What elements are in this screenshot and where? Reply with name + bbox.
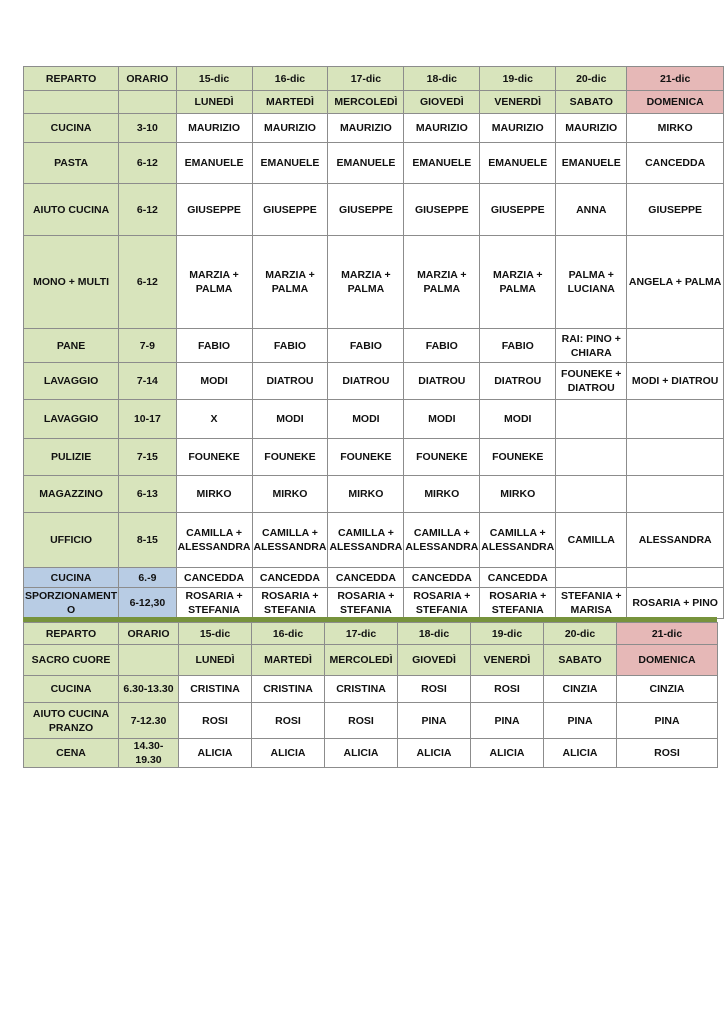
shift-cell: ANNA <box>556 184 627 236</box>
header-empty <box>24 91 119 114</box>
shift-cell: CINZIA <box>544 676 617 703</box>
shift-cell: ROSARIA + PINO <box>627 588 724 619</box>
table-row <box>24 676 718 703</box>
shift-cell: ALICIA <box>325 739 398 768</box>
header-empty: SACRO CUORE <box>24 645 119 676</box>
orario-cell: 7-12.30 <box>119 703 179 739</box>
shift-cell: FABIO <box>252 329 328 363</box>
shift-cell: EMANUELE <box>176 143 252 184</box>
shift-cell: FOUNEKE <box>252 439 328 476</box>
shift-cell: MAURIZIO <box>480 114 556 143</box>
shift-cell: FABIO <box>480 329 556 363</box>
orario-cell: 6-13 <box>119 476 176 513</box>
header-day: SABATO <box>544 645 617 676</box>
shift-cell <box>556 439 627 476</box>
shift-cell: MIRKO <box>480 476 556 513</box>
shift-cell <box>627 400 724 439</box>
header-date: 21-dic <box>627 67 724 91</box>
header-date: 17-dic <box>328 67 404 91</box>
reparto-cell: MAGAZZINO <box>24 476 119 513</box>
shift-cell: ALICIA <box>471 739 544 768</box>
header-date: 17-dic <box>325 623 398 645</box>
shift-cell <box>627 439 724 476</box>
shift-cell: MODI <box>176 363 252 400</box>
table-row <box>24 588 724 619</box>
shift-cell: MARZIA + PALMA <box>404 236 480 329</box>
header-dates-row <box>24 67 724 91</box>
shift-cell: EMANUELE <box>480 143 556 184</box>
shift-cell: FOUNEKE <box>328 439 404 476</box>
orario-cell: 14.30- 19.30 <box>119 739 179 768</box>
shift-cell: FOUNEKE <box>404 439 480 476</box>
reparto-cell: AIUTO CUCINA PRANZO <box>24 703 119 739</box>
header-day: DOMENICA <box>617 645 718 676</box>
header-orario: ORARIO <box>119 623 179 645</box>
table-row <box>24 236 724 329</box>
shift-cell: X <box>176 400 252 439</box>
header-date: 19-dic <box>480 67 556 91</box>
shift-cell: DIATROU <box>252 363 328 400</box>
reparto-cell: MONO + MULTI <box>24 236 119 329</box>
header-reparto: REPARTO <box>24 67 119 91</box>
orario-cell: 10-17 <box>119 400 176 439</box>
shift-cell: GIUSEPPE <box>627 184 724 236</box>
reparto-cell: LAVAGGIO <box>24 400 119 439</box>
reparto-cell: PULIZIE <box>24 439 119 476</box>
header-reparto: REPARTO <box>24 623 119 645</box>
shift-cell: MARZIA + PALMA <box>176 236 252 329</box>
reparto-cell: AIUTO CUCINA <box>24 184 119 236</box>
header-day: GIOVEDÌ <box>404 91 480 114</box>
shift-cell: FOUNEKE + DIATROU <box>556 363 627 400</box>
table-row <box>24 143 724 184</box>
shift-cell: MARZIA + PALMA <box>328 236 404 329</box>
reparto-cell: LAVAGGIO <box>24 363 119 400</box>
shift-cell: ALICIA <box>398 739 471 768</box>
shift-cell: MAURIZIO <box>176 114 252 143</box>
reparto-cell: CENA <box>24 739 119 768</box>
shift-cell: CAMILLA <box>556 513 627 568</box>
header-date: 18-dic <box>398 623 471 645</box>
shift-cell <box>556 568 627 588</box>
shift-cell: FABIO <box>404 329 480 363</box>
shift-cell: MIRKO <box>627 114 724 143</box>
shift-cell: ROSARIA + STEFANIA <box>328 588 404 619</box>
reparto-cell: CUCINA <box>24 114 119 143</box>
shift-cell: CANCEDDA <box>252 568 328 588</box>
table-row <box>24 329 724 363</box>
shift-cell: CANCEDDA <box>480 568 556 588</box>
shift-cell: EMANUELE <box>404 143 480 184</box>
orario-cell: 6-12 <box>119 236 176 329</box>
header-day: MERCOLEDÌ <box>325 645 398 676</box>
shift-cell: PINA <box>398 703 471 739</box>
table-row <box>24 568 724 588</box>
shift-cell: ALICIA <box>544 739 617 768</box>
shift-cell: MARZIA + PALMA <box>252 236 328 329</box>
shift-cell <box>627 476 724 513</box>
shift-cell: MAURIZIO <box>328 114 404 143</box>
shift-cell: MODI <box>404 400 480 439</box>
shift-cell: ROSI <box>617 739 718 768</box>
shift-cell: MODI <box>480 400 556 439</box>
shift-cell: ROSARIA + STEFANIA <box>176 588 252 619</box>
header-dates-row <box>24 623 718 645</box>
header-day: LUNEDÌ <box>176 91 252 114</box>
shift-cell: ROSARIA + STEFANIA <box>404 588 480 619</box>
orario-cell: 7-14 <box>119 363 176 400</box>
shift-cell: PINA <box>617 703 718 739</box>
shift-cell: MAURIZIO <box>404 114 480 143</box>
header-day: SABATO <box>556 91 627 114</box>
shift-cell: ROSI <box>398 676 471 703</box>
header-date: 21-dic <box>617 623 718 645</box>
orario-cell: 6-12,30 <box>119 588 176 619</box>
header-date: 15-dic <box>176 67 252 91</box>
shift-cell: GIUSEPPE <box>404 184 480 236</box>
orario-cell: 6-12 <box>119 184 176 236</box>
header-day: LUNEDÌ <box>179 645 252 676</box>
shift-cell: ALICIA <box>179 739 252 768</box>
table-row <box>24 439 724 476</box>
header-orario: ORARIO <box>119 67 176 91</box>
shift-cell: MODI <box>328 400 404 439</box>
shift-cell: CANCEDDA <box>627 143 724 184</box>
table-row <box>24 513 724 568</box>
shift-cell: PINA <box>471 703 544 739</box>
shift-cell: ALICIA <box>252 739 325 768</box>
shift-cell: FABIO <box>176 329 252 363</box>
reparto-cell: PANE <box>24 329 119 363</box>
reparto-cell: CUCINA <box>24 568 119 588</box>
shift-cell: STEFANIA + MARISA <box>556 588 627 619</box>
shift-cell <box>556 476 627 513</box>
shift-cell: RAI: PINO + CHIARA <box>556 329 627 363</box>
shift-cell: MIRKO <box>328 476 404 513</box>
shift-cell <box>627 329 724 363</box>
schedule-table-sacro-cuore <box>23 622 718 768</box>
orario-cell: 7-9 <box>119 329 176 363</box>
header-date: 16-dic <box>252 67 328 91</box>
shift-cell: PALMA + LUCIANA <box>556 236 627 329</box>
shift-cell <box>627 568 724 588</box>
orario-cell: 8-15 <box>119 513 176 568</box>
header-day: VENERDÌ <box>471 645 544 676</box>
shift-cell: CAMILLA + ALESSANDRA <box>176 513 252 568</box>
shift-cell: PINA <box>544 703 617 739</box>
shift-cell: CAMILLA + ALESSANDRA <box>404 513 480 568</box>
header-date: 20-dic <box>556 67 627 91</box>
shift-cell: ROSARIA + STEFANIA <box>252 588 328 619</box>
shift-cell: FABIO <box>328 329 404 363</box>
reparto-cell: SPORZIONAMENT O <box>24 588 119 619</box>
header-day: GIOVEDÌ <box>398 645 471 676</box>
shift-cell: MODI <box>252 400 328 439</box>
shift-cell <box>556 400 627 439</box>
shift-cell: MARZIA + PALMA <box>480 236 556 329</box>
orario-cell: 3-10 <box>119 114 176 143</box>
header-day: DOMENICA <box>627 91 724 114</box>
orario-cell: 6.30-13.30 <box>119 676 179 703</box>
reparto-cell: PASTA <box>24 143 119 184</box>
header-days-row <box>24 91 724 114</box>
header-date: 20-dic <box>544 623 617 645</box>
header-date: 19-dic <box>471 623 544 645</box>
shift-cell: FOUNEKE <box>480 439 556 476</box>
shift-cell: ALESSANDRA <box>627 513 724 568</box>
shift-cell: ROSI <box>179 703 252 739</box>
shift-cell: MAURIZIO <box>252 114 328 143</box>
reparto-cell: CUCINA <box>24 676 119 703</box>
shift-cell: CANCEDDA <box>328 568 404 588</box>
shift-cell: CAMILLA + ALESSANDRA <box>480 513 556 568</box>
table-row <box>24 363 724 400</box>
header-day: MERCOLEDÌ <box>328 91 404 114</box>
header-days-row <box>24 645 718 676</box>
orario-cell: 7-15 <box>119 439 176 476</box>
shift-cell: DIATROU <box>480 363 556 400</box>
shift-cell: CAMILLA + ALESSANDRA <box>328 513 404 568</box>
table-row <box>24 703 718 739</box>
table-row <box>24 476 724 513</box>
header-empty <box>119 645 179 676</box>
header-day: VENERDÌ <box>480 91 556 114</box>
shift-cell: MIRKO <box>252 476 328 513</box>
header-date: 15-dic <box>179 623 252 645</box>
shift-cell: EMANUELE <box>328 143 404 184</box>
shift-cell: CRISTINA <box>252 676 325 703</box>
shift-cell: DIATROU <box>328 363 404 400</box>
shift-cell: ROSI <box>252 703 325 739</box>
table-row <box>24 400 724 439</box>
shift-cell: ROSARIA + STEFANIA <box>480 588 556 619</box>
orario-cell: 6.-9 <box>119 568 176 588</box>
shift-cell: CAMILLA + ALESSANDRA <box>252 513 328 568</box>
shift-cell: MIRKO <box>404 476 480 513</box>
shift-cell: CRISTINA <box>325 676 398 703</box>
table-row <box>24 184 724 236</box>
shift-cell: CANCEDDA <box>176 568 252 588</box>
header-date: 16-dic <box>252 623 325 645</box>
table-row <box>24 114 724 143</box>
shift-cell: ROSI <box>325 703 398 739</box>
shift-cell: GIUSEPPE <box>176 184 252 236</box>
shift-cell: DIATROU <box>404 363 480 400</box>
reparto-cell: UFFICIO <box>24 513 119 568</box>
shift-cell: MIRKO <box>176 476 252 513</box>
schedule-table-main <box>23 66 724 619</box>
shift-cell: EMANUELE <box>556 143 627 184</box>
shift-cell: ANGELA + PALMA <box>627 236 724 329</box>
shift-cell: GIUSEPPE <box>252 184 328 236</box>
header-day: MARTEDÌ <box>252 91 328 114</box>
shift-cell: EMANUELE <box>252 143 328 184</box>
shift-cell: MAURIZIO <box>556 114 627 143</box>
table-row <box>24 739 718 768</box>
shift-cell: GIUSEPPE <box>480 184 556 236</box>
shift-cell: CRISTINA <box>179 676 252 703</box>
shift-cell: CINZIA <box>617 676 718 703</box>
header-date: 18-dic <box>404 67 480 91</box>
shift-cell: MODI + DIATROU <box>627 363 724 400</box>
shift-cell: CANCEDDA <box>404 568 480 588</box>
shift-cell: ROSI <box>471 676 544 703</box>
header-day: MARTEDÌ <box>252 645 325 676</box>
shift-cell: GIUSEPPE <box>328 184 404 236</box>
header-empty <box>119 91 176 114</box>
orario-cell: 6-12 <box>119 143 176 184</box>
shift-cell: FOUNEKE <box>176 439 252 476</box>
